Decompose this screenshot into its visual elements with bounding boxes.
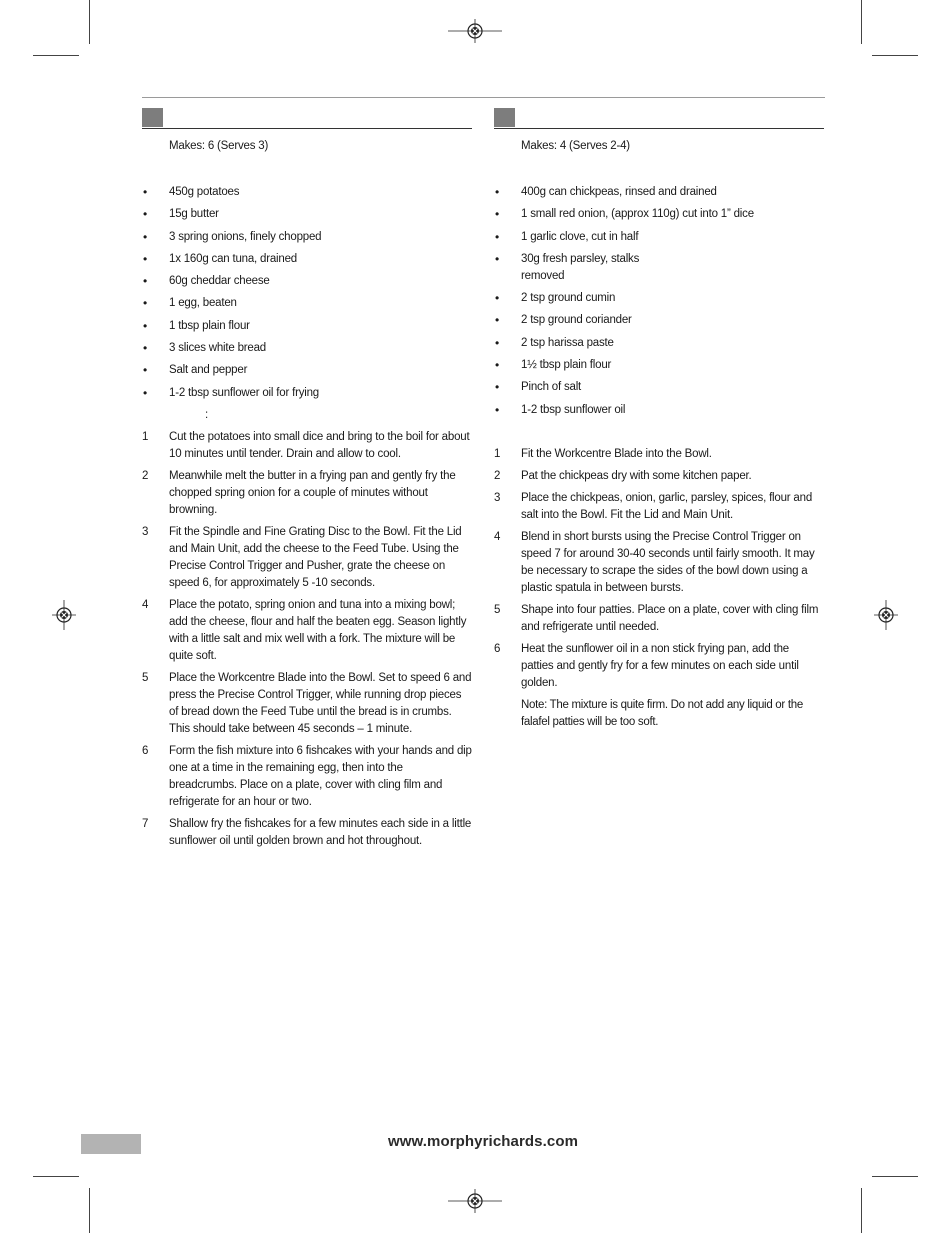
step-number: 2: [142, 469, 149, 482]
step-text: Blend in short bursts using the Precise Control Trigger on speed 7 for around 30-40 seconds until fairly smooth. It may be necessary to scrape the sides of the bowl down using a plastic spatula in between bursts.: [521, 530, 815, 594]
ingredient-item: • 60g cheddar cheese: [142, 273, 472, 290]
method-steps: [494, 446, 824, 692]
method-step: [494, 641, 824, 692]
method-step: [494, 490, 824, 524]
page-number-box: [81, 1134, 141, 1154]
crop-mark: [861, 0, 862, 44]
crop-mark: [33, 55, 79, 56]
ingredient-list: [142, 184, 472, 402]
step-number: 4: [494, 530, 501, 543]
step-number: 3: [494, 491, 501, 504]
ingredient-item: • 400g can chickpeas, rinsed and drained: [494, 184, 824, 201]
step-text: Shallow fry the fishcakes for a few minutes each side in a little sunflower oil until golden brown and hot throughout.: [169, 817, 472, 847]
crop-mark: [872, 55, 918, 56]
method-step: [494, 446, 824, 463]
ingredient-item: • 1 garlic clove, cut in half: [494, 229, 824, 246]
ingredient-item: • 2 tsp ground cumin: [494, 290, 824, 307]
ingredient-item: • Pinch of salt: [494, 379, 824, 396]
step-number: 1: [142, 430, 149, 443]
ingredient-item: • 450g potatoes: [142, 184, 472, 201]
method-heading-colon: :: [205, 408, 209, 421]
step-number: 5: [494, 603, 501, 616]
ingredient-item: • 1½ tbsp plain flour: [494, 357, 824, 374]
recipe-header: [142, 108, 472, 129]
registration-mark-icon: [446, 1189, 504, 1213]
ingredient-list: [494, 184, 824, 419]
ingredient-item: • 2 tsp harissa paste: [494, 335, 824, 352]
recipe-header-box: [494, 108, 515, 127]
step-text: Place the Workcentre Blade into the Bowl. Set to speed 6 and press the Precise Control Trigger, while running drop pieces of bread down the Feed Tube until the bread is in crumbs. This should take between 45 seconds – 1 minute.: [169, 671, 472, 735]
ingredient-item: • 1 small red onion, (approx 110g) cut into 1” dice: [494, 206, 824, 223]
step-number: 3: [142, 525, 149, 538]
method-step: [142, 743, 472, 811]
recipe-note: Note: The mixture is quite firm. Do not add any liquid or the falafel patties will be too soft.: [521, 698, 803, 728]
method-step: [142, 524, 472, 592]
registration-mark-icon: [446, 19, 504, 43]
ingredient-item: • 1-2 tbsp sunflower oil: [494, 402, 824, 419]
ingredient-item: • 1 tbsp plain flour: [142, 318, 472, 335]
step-number: 6: [494, 642, 501, 655]
top-rule: [142, 97, 825, 98]
step-number: 4: [142, 598, 149, 611]
step-text: Place the chickpeas, onion, garlic, parsley, spices, flour and salt into the Bowl. Fit the Lid and Main Unit.: [521, 491, 813, 521]
step-number: 2: [494, 469, 501, 482]
method-heading-gap: [494, 424, 824, 446]
crop-mark: [33, 1176, 79, 1177]
method-step: [142, 816, 472, 850]
ingredient-item: • 1x 160g can tuna, drained: [142, 251, 472, 268]
ingredient-item: • 15g butter: [142, 206, 472, 223]
ingredient-item: • 3 spring onions, finely chopped: [142, 229, 472, 246]
step-text: Pat the chickpeas dry with some kitchen paper.: [521, 469, 752, 482]
method-step: [494, 602, 824, 636]
step-text: Form the fish mixture into 6 fishcakes with your hands and dip one at a time in the remaining egg, then into the breadcrumbs. Place on a plate, cover with cling film and refrigerate for an hour or two.: [169, 744, 472, 808]
recipe-header: [494, 108, 824, 129]
ingredient-item: • 2 tsp ground coriander: [494, 312, 824, 329]
registration-mark-icon: [874, 600, 898, 630]
recipe-column-right: [494, 108, 824, 731]
ingredient-item: • Salt and pepper: [142, 362, 472, 379]
step-text: Meanwhile melt the butter in a frying pan and gently fry the chopped spring onion for a couple of minutes without browning.: [169, 469, 456, 516]
step-text: Shape into four patties. Place on a plate, cover with cling film and refrigerate until needed.: [521, 603, 819, 633]
registration-mark-icon: [52, 600, 76, 630]
website-url: www.morphyrichards.com: [388, 1133, 579, 1150]
step-number: 7: [142, 817, 149, 830]
crop-mark: [89, 0, 90, 44]
recipe-header-box: [142, 108, 163, 127]
ingredient-item: • 1 egg, beaten: [142, 295, 472, 312]
method-steps: [142, 429, 472, 850]
method-step: [142, 597, 472, 665]
crop-mark: [872, 1176, 918, 1177]
method-step: [142, 468, 472, 519]
crop-mark: [89, 1188, 90, 1233]
ingredient-item: • 1-2 tbsp sunflower oil for frying: [142, 385, 472, 402]
step-text: Fit the Workcentre Blade into the Bowl.: [521, 447, 712, 460]
method-step: [142, 670, 472, 738]
step-text: Fit the Spindle and Fine Grating Disc to the Bowl. Fit the Lid and Main Unit, add the cheese to the Feed Tube. Using the Precise Control Trigger and Pusher, grate the cheese on speed 6, for approximately 5 -10 seconds.: [169, 525, 462, 589]
method-step: [142, 429, 472, 463]
step-text: Heat the sunflower oil in a non stick frying pan, add the patties and gently fry for a few minutes on each side until golden.: [521, 642, 799, 689]
ingredient-item: • 3 slices white bread: [142, 340, 472, 357]
recipe-column-left: [142, 108, 472, 855]
makes-text: Makes: 6 (Serves 3): [169, 140, 269, 152]
step-number: 1: [494, 447, 501, 460]
step-number: 6: [142, 744, 149, 757]
makes-text: Makes: 4 (Serves 2-4): [521, 140, 630, 152]
step-text: Cut the potatoes into small dice and bring to the boil for about 10 minutes until tender. Drain and allow to cool.: [169, 430, 470, 460]
ingredient-item: • 30g fresh parsley, stalks removed: [494, 251, 824, 285]
step-number: 5: [142, 671, 149, 684]
method-step: [494, 529, 824, 597]
crop-mark: [861, 1188, 862, 1233]
step-text: Place the potato, spring onion and tuna into a mixing bowl; add the cheese, flour and half the beaten egg. Season lightly with a little salt and mix well with a fork. The mixture will be quite soft.: [169, 598, 467, 662]
method-step: [494, 468, 824, 485]
